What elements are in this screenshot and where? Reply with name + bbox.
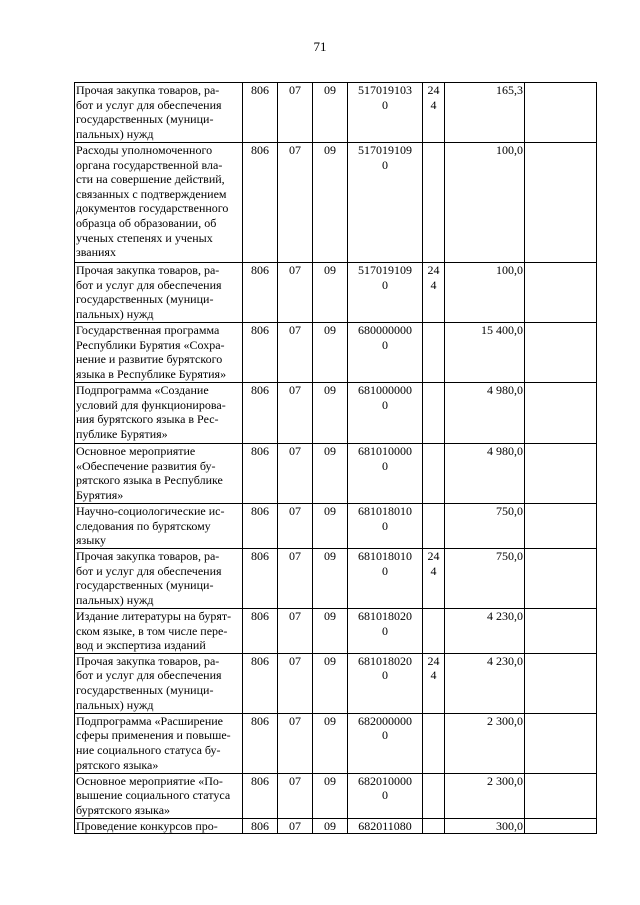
target-article-code <box>348 609 423 654</box>
ministry-code: 806 <box>243 653 278 713</box>
row-name-line: Подпрограмма «Расширение <box>76 713 224 728</box>
row-name-line: Основное мероприятие «По- <box>76 773 223 788</box>
row-name-line: вод и экспертиза изданий <box>76 638 206 653</box>
empty-cell <box>525 713 597 773</box>
subsection-code: 09 <box>313 323 348 383</box>
row-name-line: пальных) нужд <box>76 306 154 321</box>
expense-kind-code-line: 4 <box>430 668 437 683</box>
table-row <box>75 323 597 383</box>
row-name-line: языка в Республике Бурятия» <box>76 366 227 381</box>
amount: 100,0 <box>445 263 525 323</box>
row-name-line: сти на совершение действий, <box>76 172 225 187</box>
amount: 4 230,0 <box>445 653 525 713</box>
empty-cell <box>525 549 597 609</box>
expense-kind-code <box>423 713 445 773</box>
expense-kind-code <box>423 143 445 263</box>
row-name-line: публике Бурятия» <box>76 426 168 441</box>
ministry-code: 806 <box>243 549 278 609</box>
target-article-code-line: 682010000 <box>358 773 412 788</box>
section-code: 07 <box>278 83 313 143</box>
row-name-line: Бурятия» <box>76 487 124 502</box>
ministry-code: 806 <box>243 143 278 263</box>
amount: 300,0 <box>445 818 525 834</box>
empty-cell <box>525 263 597 323</box>
expense-kind-code <box>423 609 445 654</box>
row-name-line: вышение социального статуса <box>76 788 231 803</box>
target-article-code <box>348 383 423 444</box>
target-article-code-line: 0 <box>382 157 388 172</box>
amount: 4 230,0 <box>445 609 525 654</box>
section-code: 07 <box>278 263 313 323</box>
subsection-code: 09 <box>313 504 348 549</box>
row-name <box>75 263 243 323</box>
table-row <box>75 713 597 773</box>
table-row <box>75 504 597 549</box>
target-article-code <box>348 143 423 263</box>
target-article-code <box>348 653 423 713</box>
ministry-code: 806 <box>243 323 278 383</box>
row-name <box>75 773 243 818</box>
expense-kind-code-line: 4 <box>430 563 437 578</box>
target-article-code-line: 681018010 <box>358 504 412 518</box>
expense-kind-code <box>423 323 445 383</box>
ministry-code: 806 <box>243 818 278 834</box>
row-name-line: Прочая закупка товаров, ра- <box>76 653 220 668</box>
table-row <box>75 773 597 818</box>
row-name-line: Государственная программа <box>76 323 220 337</box>
section-code: 07 <box>278 549 313 609</box>
expense-kind-code <box>423 83 445 143</box>
target-article-code-line: 517019109 <box>358 263 412 277</box>
target-article-code <box>348 713 423 773</box>
row-name <box>75 444 243 504</box>
amount: 15 400,0 <box>445 323 525 383</box>
empty-cell <box>525 773 597 818</box>
target-article-code-line: 682000000 <box>358 713 412 728</box>
row-name-line: Республики Бурятия «Сохра- <box>76 337 225 352</box>
target-article-code-line: 681018020 <box>358 653 412 668</box>
table-row <box>75 549 597 609</box>
row-name-line: языку <box>76 533 106 548</box>
target-article-code <box>348 549 423 609</box>
table-row <box>75 653 597 713</box>
row-name-line: пальных) нужд <box>76 697 154 712</box>
table-row <box>75 383 597 444</box>
amount: 750,0 <box>445 549 525 609</box>
subsection-code: 09 <box>313 143 348 263</box>
section-code: 07 <box>278 504 313 549</box>
target-article-code-line: 681010000 <box>358 444 412 458</box>
row-name-line: бот и услуг для обеспечения <box>76 97 222 112</box>
section-code: 07 <box>278 818 313 834</box>
row-name-line: органа государственной вла- <box>76 157 223 172</box>
table-row <box>75 444 597 504</box>
budget-table-body <box>75 83 597 834</box>
expense-kind-code <box>423 818 445 834</box>
subsection-code: 09 <box>313 653 348 713</box>
row-name-line: государственных (муници- <box>76 682 214 697</box>
page-number: 71 <box>313 39 327 54</box>
subsection-code: 09 <box>313 713 348 773</box>
row-name-line: государственных (муници- <box>76 292 214 307</box>
target-article-code <box>348 773 423 818</box>
section-code: 07 <box>278 383 313 444</box>
section-code: 07 <box>278 323 313 383</box>
row-name-line: ния бурятского языка в Рес- <box>76 412 219 427</box>
expense-kind-code-line: 24 <box>427 263 440 277</box>
amount: 2 300,0 <box>445 773 525 818</box>
expense-kind-code <box>423 653 445 713</box>
target-article-code-line: 0 <box>382 563 388 578</box>
row-name <box>75 143 243 263</box>
expense-kind-code <box>423 549 445 609</box>
row-name-line: Подпрограмма «Создание <box>76 383 209 397</box>
row-name-line: бот и услуг для обеспечения <box>76 668 222 683</box>
empty-cell <box>525 504 597 549</box>
target-article-code-line: 0 <box>382 277 388 292</box>
ministry-code: 806 <box>243 713 278 773</box>
target-article-code-line: 681000000 <box>358 383 412 397</box>
target-article-code <box>348 263 423 323</box>
subsection-code: 09 <box>313 444 348 504</box>
row-name-line: пальных) нужд <box>76 592 154 607</box>
row-name-line: связанных с подтверждением <box>76 186 227 201</box>
row-name-line: документов государственного <box>76 201 229 216</box>
row-name <box>75 713 243 773</box>
target-article-code-line: 0 <box>382 788 388 803</box>
subsection-code: 09 <box>313 818 348 834</box>
row-name-line: бурятского языка» <box>76 802 171 817</box>
expense-kind-code <box>423 383 445 444</box>
row-name-line: Прочая закупка товаров, ра- <box>76 549 220 563</box>
empty-cell <box>525 143 597 263</box>
target-article-code-line: 517019103 <box>358 83 412 97</box>
row-name-line: Прочая закупка товаров, ра- <box>76 83 220 97</box>
row-name <box>75 383 243 444</box>
table-row <box>75 818 597 834</box>
target-article-code-line: 0 <box>382 623 388 638</box>
target-article-code-line: 0 <box>382 97 388 112</box>
target-article-code <box>348 444 423 504</box>
row-name-line: Основное мероприятие <box>76 444 196 458</box>
amount: 4 980,0 <box>445 383 525 444</box>
expense-kind-code <box>423 263 445 323</box>
target-article-code-line: 0 <box>382 397 388 412</box>
ministry-code: 806 <box>243 263 278 323</box>
row-name <box>75 549 243 609</box>
section-code: 07 <box>278 444 313 504</box>
row-name-line: сферы применения и повыше- <box>76 728 231 743</box>
empty-cell <box>525 609 597 654</box>
expense-kind-code-line: 24 <box>427 653 440 668</box>
expense-kind-code <box>423 504 445 549</box>
row-name-line: Прочая закупка товаров, ра- <box>76 263 220 277</box>
subsection-code: 09 <box>313 773 348 818</box>
row-name <box>75 609 243 654</box>
target-article-code <box>348 504 423 549</box>
empty-cell <box>525 818 597 834</box>
subsection-code: 09 <box>313 609 348 654</box>
amount: 165,3 <box>445 83 525 143</box>
target-article-code-line: 680000000 <box>358 323 412 337</box>
ministry-code: 806 <box>243 609 278 654</box>
row-name-line: Проведение конкурсов про- <box>76 818 218 833</box>
subsection-code: 09 <box>313 383 348 444</box>
section-code: 07 <box>278 653 313 713</box>
table-row <box>75 83 597 143</box>
section-code: 07 <box>278 773 313 818</box>
target-article-code-line: 0 <box>382 518 388 533</box>
target-article-code-line: 682011080 <box>358 818 412 833</box>
row-name-line: условий для функционирова- <box>76 397 226 412</box>
target-article-code-line: 517019109 <box>358 143 412 157</box>
expense-kind-code-line: 24 <box>427 549 440 563</box>
ministry-code: 806 <box>243 383 278 444</box>
row-name-line: Издание литературы на бурят- <box>76 609 232 623</box>
ministry-code: 806 <box>243 83 278 143</box>
row-name-line: рятского языка в Республике <box>76 473 223 488</box>
row-name-line: образца об образовании, об <box>76 215 217 230</box>
section-code: 07 <box>278 713 313 773</box>
row-name <box>75 653 243 713</box>
amount: 750,0 <box>445 504 525 549</box>
row-name-line: Научно-социологические ис- <box>76 504 225 518</box>
target-article-code-line: 0 <box>382 458 388 473</box>
expense-kind-code-line: 4 <box>430 97 437 112</box>
row-name-line: «Обеспечение развития бу- <box>76 458 216 473</box>
row-name-line: следования по бурятскому <box>76 518 211 533</box>
row-name-line: ние социального статуса бу- <box>76 742 221 757</box>
section-code: 07 <box>278 609 313 654</box>
row-name-line: ученых степенях и ученых <box>76 230 213 245</box>
expense-kind-code-line: 24 <box>427 83 440 97</box>
empty-cell <box>525 383 597 444</box>
empty-cell <box>525 444 597 504</box>
row-name-line: рятского языка» <box>76 757 159 772</box>
target-article-code-line: 681018010 <box>358 549 412 563</box>
budget-table <box>74 82 597 834</box>
expense-kind-code-line: 4 <box>430 277 437 292</box>
subsection-code: 09 <box>313 83 348 143</box>
table-row <box>75 609 597 654</box>
row-name-line: званиях <box>76 245 116 260</box>
row-name-line: нение и развитие бурятского <box>76 352 223 367</box>
target-article-code-line: 0 <box>382 337 388 352</box>
row-name-line: бот и услуг для обеспечения <box>76 277 222 292</box>
row-name-line: государственных (муници- <box>76 578 214 593</box>
row-name <box>75 83 243 143</box>
target-article-code-line: 0 <box>382 668 388 683</box>
target-article-code-line: 681018020 <box>358 609 412 623</box>
row-name-line: государственных (муници- <box>76 112 214 127</box>
empty-cell <box>525 653 597 713</box>
row-name-line: ском языке, в том числе пере- <box>76 623 228 638</box>
subsection-code: 09 <box>313 263 348 323</box>
expense-kind-code <box>423 773 445 818</box>
row-name <box>75 818 243 834</box>
empty-cell <box>525 323 597 383</box>
amount: 2 300,0 <box>445 713 525 773</box>
row-name-line: Расходы уполномоченного <box>76 143 213 157</box>
amount: 4 980,0 <box>445 444 525 504</box>
section-code: 07 <box>278 143 313 263</box>
target-article-code <box>348 83 423 143</box>
target-article-code <box>348 323 423 383</box>
table-row <box>75 263 597 323</box>
row-name <box>75 504 243 549</box>
empty-cell <box>525 83 597 143</box>
ministry-code: 806 <box>243 504 278 549</box>
row-name-line: пальных) нужд <box>76 126 154 141</box>
row-name-line: бот и услуг для обеспечения <box>76 563 222 578</box>
amount: 100,0 <box>445 143 525 263</box>
subsection-code: 09 <box>313 549 348 609</box>
ministry-code: 806 <box>243 773 278 818</box>
row-name <box>75 323 243 383</box>
expense-kind-code <box>423 444 445 504</box>
table-row <box>75 143 597 263</box>
target-article-code-line: 0 <box>382 728 388 743</box>
ministry-code: 806 <box>243 444 278 504</box>
target-article-code <box>348 818 423 834</box>
